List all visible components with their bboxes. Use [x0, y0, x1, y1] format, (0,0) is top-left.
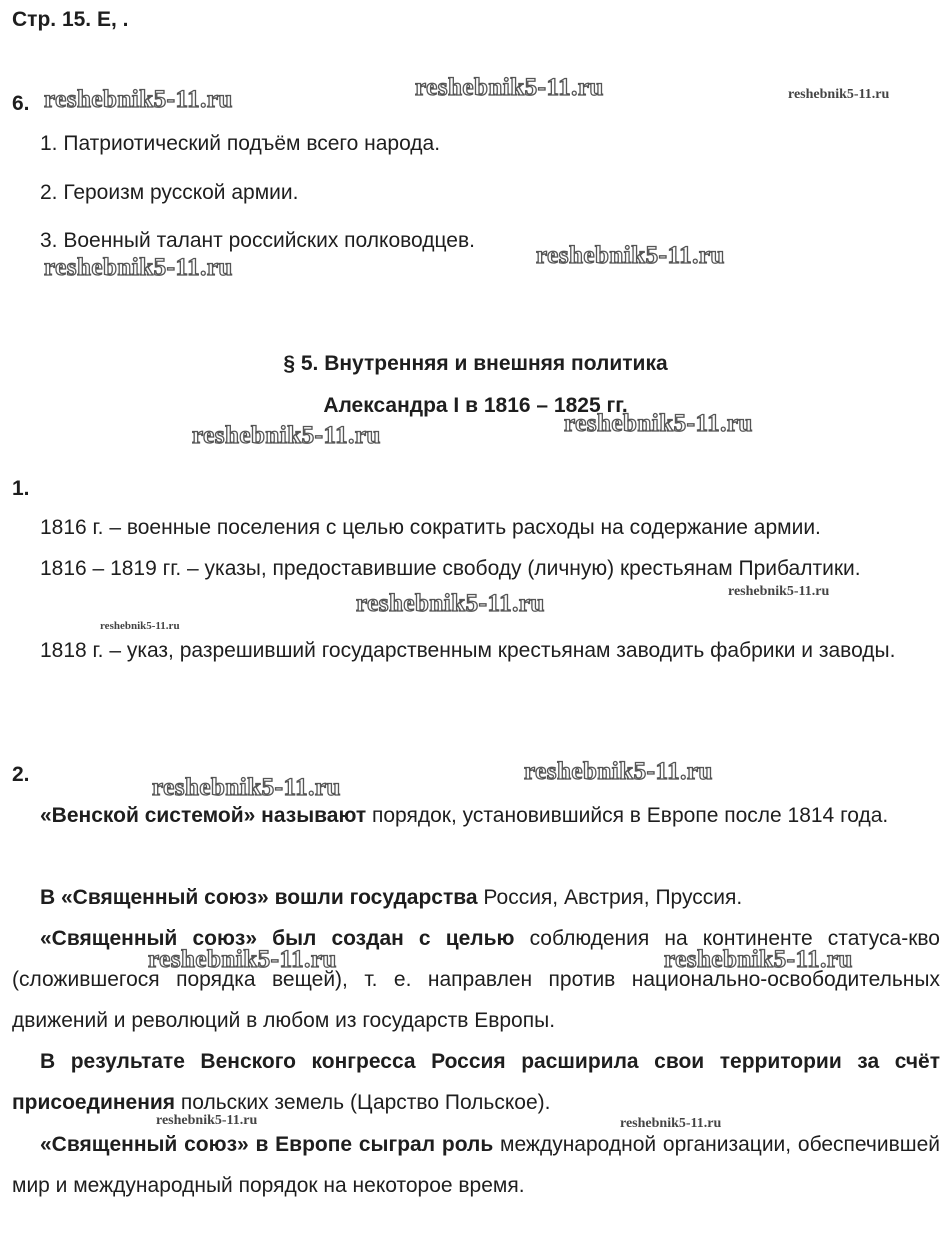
task2-p2-bold: В «Священный союз» вошли государства: [40, 886, 478, 909]
watermark: reshebnik5-11.ru: [100, 620, 180, 632]
watermark: reshebnik5-11.ru: [620, 1116, 722, 1131]
page-header: [12, 8, 129, 32]
task6-item-2: 2. Героизм русской армии.: [40, 181, 299, 204]
task2-p4-bold: В результате Венского конгресса Россия расширила свои территории за счёт присоединения: [12, 1050, 940, 1114]
section-title-line1: § 5. Внутренняя и внешняя политика: [283, 352, 668, 375]
watermark: reshebnik5-11.ru: [148, 946, 337, 973]
watermark: reshebnik5-11.ru: [524, 758, 713, 785]
task2-p3-bold: «Священный союз» был создан с целью: [40, 927, 515, 950]
watermark: reshebnik5-11.ru: [664, 946, 853, 973]
task2-paragraph-4: [12, 1041, 940, 1123]
cut-glyphs: Е, .: [96, 8, 129, 31]
watermark: reshebnik5-11.ru: [152, 774, 341, 801]
task1-paragraph-1: 1816 г. – военные поселения с целью сократить расходы на содержание армии.: [40, 516, 821, 539]
task2-p1-bold: «Венской системой» называют: [40, 804, 367, 827]
watermark: reshebnik5-11.ru: [728, 584, 830, 599]
task6-item-1: 1. Патриотический подъём всего народа.: [40, 132, 441, 155]
task2-p5-bold: «Священный союз» в Европе сыграл роль: [40, 1133, 494, 1156]
task6-number: 6.: [12, 92, 30, 115]
watermark: reshebnik5-11.ru: [564, 410, 753, 437]
task1-number: 1.: [12, 477, 30, 500]
watermark: reshebnik5-11.ru: [44, 86, 233, 113]
watermark: reshebnik5-11.ru: [192, 422, 381, 449]
task2-p3-text: соблюдения на континенте статуса-кво (сложившегося порядка вещей), т. е. направлен против национально-освободительных движений и революций в любом из государств Европы.: [12, 927, 940, 1032]
watermark: reshebnik5-11.ru: [536, 242, 725, 269]
task6-item-3: 3. Военный талант российских полководцев.: [40, 229, 475, 252]
task1-paragraph-3: 1818 г. – указ, разрешивший государственным крестьянам заводить фабрики и заводы.: [40, 639, 896, 662]
task2-paragraph-3: [12, 918, 940, 1041]
task2-paragraph-2: [12, 877, 940, 918]
watermark: reshebnik5-11.ru: [788, 87, 890, 102]
task2-p4-text: польских земель (Царство Польское).: [175, 1091, 551, 1114]
watermark: reshebnik5-11.ru: [356, 590, 545, 617]
task2-paragraph-5: [12, 1124, 940, 1206]
task2-p2-text: Россия, Австрия, Пруссия.: [477, 886, 743, 909]
section-title-line2: Александра I в 1816 – 1825 гг.: [323, 394, 628, 417]
task2-p1-text: порядок, установившийся в Европе после 1814 года.: [366, 804, 889, 827]
watermark: reshebnik5-11.ru: [44, 254, 233, 281]
watermark: reshebnik5-11.ru: [156, 1113, 258, 1128]
task2-p5-text: международной организации, обеспечившей мир и международный порядок на некоторое время.: [12, 1133, 940, 1197]
watermark: reshebnik5-11.ru: [415, 74, 604, 101]
task2-number: 2.: [12, 763, 30, 786]
page-label: Стр. 15.: [12, 8, 92, 31]
task1-paragraph-2: 1816 – 1819 гг. – указы, предоставившие свободу (личную) крестьянам Прибалтики.: [40, 557, 861, 580]
